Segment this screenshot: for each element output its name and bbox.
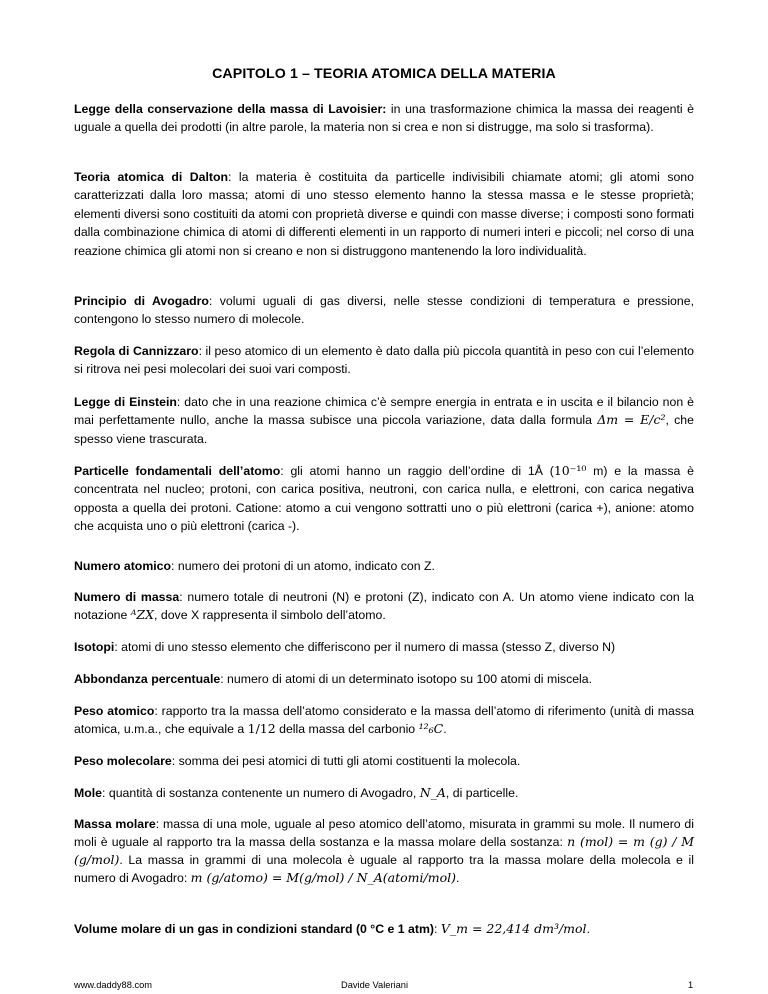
term-mole: Mole bbox=[74, 786, 103, 800]
term-volume-molare: Volume molare di un gas in condizioni standard (0 °C e 1 atm) bbox=[74, 922, 434, 936]
paragraph-abbondanza: Abbondanza percentuale: numero di atomi di un determinato isotopo su 100 atomi di miscela. bbox=[74, 672, 593, 686]
term-cannizzaro: Regola di Cannizzaro bbox=[74, 344, 199, 358]
moles-formula: n (mol) = m (g) / M (g/mol) bbox=[74, 834, 694, 867]
paragraph-dalton: Teoria atomica di Dalton: la materia è costituita da particelle indivisibili chiamate atomi; gli atomi sono caratterizzati dalla loro massa; atomi di uno stesso elemento hanno la stessa massa e le stesse proprietà; elementi diversi sono costituiti da atomi con proprietà diverse e quindi con masse diverse; i composti sono formati dalla combinazione chimica di atomi di differenti elementi in un rapporto di numeri interi e piccoli; nel corso di una reazione chimica gli atomi non si creano e non si distruggono mantenendo la loro individualità. bbox=[74, 170, 694, 258]
paragraph-isotopi: Isotopi: atomi di uno stesso elemento che differiscono per il numero di massa (stesso Z, diverso N) bbox=[74, 640, 616, 654]
paragraph-lavoisier: Legge della conservazione della massa di Lavoisier: in una trasformazione chimica la massa dei reagenti è uguale a quella dei prodotti (in altre parole, la materia non si crea e non si distrugge, ma solo si trasforma). bbox=[74, 102, 695, 135]
avogadro-symbol: N_A bbox=[419, 785, 446, 800]
term-peso-atomico: Peso atomico bbox=[74, 704, 155, 718]
paragraph-avogadro: Principio di Avogadro: volumi uguali di gas diversi, nelle stesse condizioni di temperatura e pressione, contengono lo stesso numero di molecole. bbox=[74, 294, 694, 327]
term-massa-molare: Massa molare bbox=[74, 817, 156, 831]
einstein-formula: Δm = E/c² bbox=[597, 412, 666, 428]
paragraph-numero-massa: Numero di massa: numero totale di neutroni (N) e protoni (Z), indicato con A. Un atomo viene indicato con la notazione ᴬ𝑍X, dove X rappresenta il simbolo dell’atomo. bbox=[74, 590, 694, 623]
paragraph-volume-molare: Volume molare di un gas in condizioni standard (0 °C e 1 atm): V_m = 22,414 dm³/mol. bbox=[74, 921, 590, 936]
term-numero-massa: Numero di massa bbox=[74, 590, 180, 604]
carbon-notation: ¹²₆C bbox=[418, 721, 444, 737]
term-dalton: Teoria atomica di Dalton bbox=[74, 170, 228, 184]
molecule-mass-formula: m (g/atomo) = M(g/mol) / N_A(atomi/mol) bbox=[190, 870, 456, 885]
atom-radius-value: 10⁻¹⁰ bbox=[553, 463, 587, 478]
isotope-notation: ᴬ𝑍X bbox=[130, 607, 155, 623]
footer-page-number: 1 bbox=[688, 980, 694, 990]
paragraph-numero-atomico: Numero atomico: numero dei protoni di un atomo, indicato con Z. bbox=[74, 559, 435, 573]
paragraph-massa-molare: Massa molare: massa di una mole, uguale al peso atomico dell’atomo, misurata in grammi su mole. Il numero di moli è uguale al rapporto tra la massa della sostanza e la massa molare della sostanza: n (mol) = m (g) / M (g/mol). La massa in grammi di una molecola è uguale al rapporto tra la massa molare della molecola e il numero di Avogadro: m (g/atomo) = M(g/mol) / N_A(atomi/mol). bbox=[74, 817, 695, 885]
term-peso-molecolare: Peso molecolare bbox=[74, 754, 172, 768]
term-einstein: Legge di Einstein bbox=[74, 395, 177, 409]
term-particelle: Particelle fondamentali dell’atomo bbox=[74, 464, 281, 478]
term-avogadro: Principio di Avogadro bbox=[74, 294, 209, 308]
footer-author: Davide Valeriani bbox=[341, 980, 409, 990]
molar-volume-formula: V_m = 22,414 dm³/mol bbox=[440, 921, 587, 936]
footer-website: www.daddy88.com bbox=[74, 980, 153, 990]
paragraph-particelle: Particelle fondamentali dell’atomo: gli atomi hanno un raggio dell’ordine di 1Å (10⁻¹⁰ m) e la massa è concentrata nel nucleo; protoni, con carica positiva, neutroni, con carica nulla, e elettroni, con carica negativa opposta a quella dei protoni. Catione: atomo a cui vengono sottratti uno o più elettroni (carica +), anione: atomo che acquista uno o più elettroni (carica -). bbox=[74, 463, 695, 534]
page-title: CAPITOLO 1 – TEORIA ATOMICA DELLA MATERIA bbox=[212, 66, 556, 82]
term-numero-atomico: Numero atomico bbox=[74, 559, 172, 573]
term-isotopi: Isotopi bbox=[74, 640, 115, 654]
paragraph-peso-molecolare: Peso molecolare: somma dei pesi atomici di tutti gli atomi costituenti la molecola. bbox=[74, 754, 521, 768]
uma-fraction: 1/12 bbox=[247, 721, 276, 737]
term-abbondanza: Abbondanza percentuale bbox=[74, 672, 221, 686]
paragraph-cannizzaro: Regola di Cannizzaro: il peso atomico di un elemento è dato dalla più piccola quantità in peso con cui l’elemento si ritrova nei pesi molecolari dei suoi vari composti. bbox=[74, 344, 694, 377]
paragraph-mole: Mole: quantità di sostanza contenente un numero di Avogadro, N_A, di particelle. bbox=[74, 785, 519, 800]
term-lavoisier: Legge della conservazione della massa di Lavoisier: bbox=[74, 102, 387, 116]
paragraph-einstein: Legge di Einstein: dato che in una reazione chimica c’è sempre energia in entrata e in uscita e il bilancio non è mai perfettamente nullo, anche la massa subisce una piccola variazione, data dalla formula Δm = E/c², che spesso viene trascurata. bbox=[74, 395, 694, 446]
paragraph-peso-atomico: Peso atomico: rapporto tra la massa dell’atomo considerato e la massa dell’atomo di riferimento (unità di massa atomica, u.m.a., che equivale a 1/12 della massa del carbonio ¹²₆C. bbox=[74, 704, 694, 737]
